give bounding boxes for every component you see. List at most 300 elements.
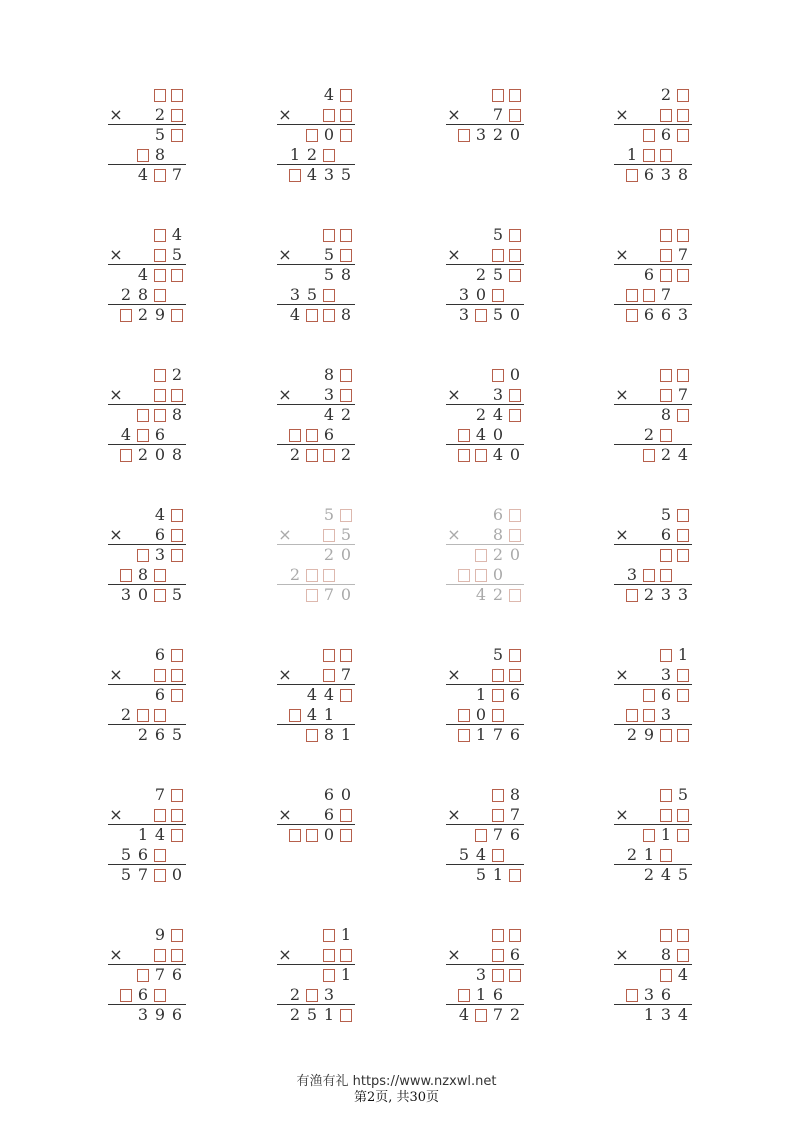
partial-product-row xyxy=(108,125,188,145)
blank-digit-box[interactable] xyxy=(676,85,690,105)
blank-digit-box[interactable] xyxy=(659,425,673,445)
multiply-sign: × xyxy=(278,245,292,264)
blank-digit-box[interactable] xyxy=(153,565,167,585)
blank-digit-box[interactable] xyxy=(625,285,639,305)
blank-digit-box[interactable] xyxy=(676,265,690,285)
blank-digit-box[interactable] xyxy=(491,85,505,105)
blank-digit-box[interactable] xyxy=(659,965,673,985)
digit: 0 xyxy=(340,545,352,564)
blank-digit-box[interactable] xyxy=(474,305,488,325)
blank-digit-box[interactable] xyxy=(170,785,184,805)
blank-digit-box[interactable] xyxy=(153,845,167,865)
blank-digit-box[interactable] xyxy=(136,425,150,445)
partial-product-row xyxy=(614,565,694,585)
multiply-sign: × xyxy=(615,665,629,684)
digit: 1 xyxy=(677,645,689,664)
blank-digit-box[interactable] xyxy=(305,445,319,465)
digit: 3 xyxy=(643,985,655,1004)
blank-digit-box[interactable] xyxy=(153,225,167,245)
partial-product-row xyxy=(108,145,188,165)
blank-digit-box[interactable] xyxy=(136,965,150,985)
digit: 9 xyxy=(643,725,655,744)
blank-digit-box[interactable] xyxy=(474,825,488,845)
blank-digit-box[interactable] xyxy=(508,525,522,545)
blank-digit-box[interactable] xyxy=(305,585,319,605)
multiply-sign: × xyxy=(615,805,629,824)
blank-digit-box[interactable] xyxy=(305,985,319,1005)
blank-digit-box[interactable] xyxy=(153,865,167,885)
sum-line xyxy=(108,1004,186,1005)
blank-digit-box[interactable] xyxy=(322,925,336,945)
blank-digit-box[interactable] xyxy=(457,705,471,725)
blank-digit-box[interactable] xyxy=(642,125,656,145)
blank-digit-box[interactable] xyxy=(288,425,302,445)
blank-digit-box[interactable] xyxy=(305,425,319,445)
blank-digit-box[interactable] xyxy=(508,585,522,605)
multiplicand-row xyxy=(614,785,694,805)
digit: 3 xyxy=(137,1005,149,1024)
blank-digit-box[interactable] xyxy=(153,265,167,285)
blank-digit-box[interactable] xyxy=(170,125,184,145)
blank-digit-box[interactable] xyxy=(339,385,353,405)
multiplicand-row xyxy=(108,225,188,245)
blank-digit-box[interactable] xyxy=(508,385,522,405)
digit: 5 xyxy=(677,865,689,884)
blank-digit-box[interactable] xyxy=(508,405,522,425)
multiplication-puzzle xyxy=(277,85,357,191)
digit: 8 xyxy=(154,145,166,164)
multiplicand-row xyxy=(446,85,526,105)
digit: 5 xyxy=(323,505,335,524)
blank-digit-box[interactable] xyxy=(339,365,353,385)
blank-digit-box[interactable] xyxy=(625,165,639,185)
blank-digit-box[interactable] xyxy=(339,125,353,145)
blank-digit-box[interactable] xyxy=(659,645,673,665)
sum-line xyxy=(277,304,355,305)
digit: 7 xyxy=(492,105,504,124)
partial-product-row xyxy=(446,685,526,705)
blank-digit-box[interactable] xyxy=(322,565,336,585)
multiplier-row xyxy=(614,665,694,685)
digit: 7 xyxy=(154,785,166,804)
blank-digit-box[interactable] xyxy=(625,305,639,325)
blank-digit-box[interactable] xyxy=(288,165,302,185)
blank-digit-box[interactable] xyxy=(491,965,505,985)
digit: 3 xyxy=(660,585,672,604)
digit: 6 xyxy=(154,645,166,664)
digit: 3 xyxy=(660,665,672,684)
blank-digit-box[interactable] xyxy=(153,365,167,385)
digit: 4 xyxy=(137,165,149,184)
blank-digit-box[interactable] xyxy=(305,825,319,845)
blank-digit-box[interactable] xyxy=(491,705,505,725)
digit: 0 xyxy=(509,545,521,564)
digit: 6 xyxy=(171,1005,183,1024)
digit: 0 xyxy=(509,365,521,384)
partial-product-row xyxy=(614,545,694,565)
digit: 2 xyxy=(289,565,301,584)
blank-digit-box[interactable] xyxy=(491,845,505,865)
blank-digit-box[interactable] xyxy=(153,585,167,605)
blank-digit-box[interactable] xyxy=(676,825,690,845)
blank-digit-box[interactable] xyxy=(659,145,673,165)
blank-digit-box[interactable] xyxy=(170,645,184,665)
blank-digit-box[interactable] xyxy=(642,705,656,725)
digit: 5 xyxy=(120,865,132,884)
blank-digit-box[interactable] xyxy=(153,385,167,405)
blank-digit-box[interactable] xyxy=(339,645,353,665)
blank-digit-box[interactable] xyxy=(659,565,673,585)
digit: 2 xyxy=(492,585,504,604)
blank-digit-box[interactable] xyxy=(491,285,505,305)
blank-digit-box[interactable] xyxy=(491,245,505,265)
blank-digit-box[interactable] xyxy=(508,645,522,665)
blank-digit-box[interactable] xyxy=(676,125,690,145)
product-row xyxy=(614,445,694,465)
multiplier-row xyxy=(277,385,357,405)
blank-digit-box[interactable] xyxy=(659,785,673,805)
digit: 6 xyxy=(643,165,655,184)
blank-digit-box[interactable] xyxy=(625,985,639,1005)
blank-digit-box[interactable] xyxy=(153,945,167,965)
blank-digit-box[interactable] xyxy=(659,105,673,125)
digit: 1 xyxy=(340,965,352,984)
partial-product-row xyxy=(108,705,188,725)
blank-digit-box[interactable] xyxy=(491,925,505,945)
multiplicand-row xyxy=(277,505,357,525)
multiply-sign: × xyxy=(278,385,292,404)
blank-digit-box[interactable] xyxy=(119,985,133,1005)
blank-digit-box[interactable] xyxy=(339,85,353,105)
blank-digit-box[interactable] xyxy=(339,945,353,965)
blank-digit-box[interactable] xyxy=(339,685,353,705)
blank-digit-box[interactable] xyxy=(170,305,184,325)
blank-digit-box[interactable] xyxy=(676,525,690,545)
digit: 4 xyxy=(677,965,689,984)
blank-digit-box[interactable] xyxy=(119,305,133,325)
multiplicand-row xyxy=(446,645,526,665)
blank-digit-box[interactable] xyxy=(508,85,522,105)
blank-digit-box[interactable] xyxy=(676,925,690,945)
digit: 2 xyxy=(120,285,132,304)
blank-digit-box[interactable] xyxy=(322,305,336,325)
blank-digit-box[interactable] xyxy=(625,705,639,725)
blank-digit-box[interactable] xyxy=(322,145,336,165)
blank-digit-box[interactable] xyxy=(508,965,522,985)
blank-digit-box[interactable] xyxy=(288,825,302,845)
multiply-sign: × xyxy=(447,105,461,124)
blank-digit-box[interactable] xyxy=(339,245,353,265)
digit: 6 xyxy=(660,525,672,544)
digit: 2 xyxy=(626,845,638,864)
blank-digit-box[interactable] xyxy=(170,265,184,285)
multiplicand-row xyxy=(446,785,526,805)
blank-digit-box[interactable] xyxy=(153,405,167,425)
digit: 0 xyxy=(475,285,487,304)
blank-digit-box[interactable] xyxy=(457,445,471,465)
blank-digit-box[interactable] xyxy=(322,225,336,245)
blank-digit-box[interactable] xyxy=(625,585,639,605)
partial-product-row xyxy=(108,545,188,565)
blank-digit-box[interactable] xyxy=(659,805,673,825)
blank-digit-box[interactable] xyxy=(322,105,336,125)
blank-digit-box[interactable] xyxy=(474,445,488,465)
blank-digit-box[interactable] xyxy=(153,285,167,305)
product-row xyxy=(277,1005,357,1025)
sum-line xyxy=(446,264,524,265)
multiplication-puzzle xyxy=(446,785,526,891)
blank-digit-box[interactable] xyxy=(457,725,471,745)
blank-digit-box[interactable] xyxy=(305,125,319,145)
blank-digit-box[interactable] xyxy=(491,365,505,385)
multiplier-row xyxy=(446,385,526,405)
partial-product-row xyxy=(446,405,526,425)
digit: 3 xyxy=(660,1005,672,1024)
multiplier-row xyxy=(108,525,188,545)
digit: 4 xyxy=(458,1005,470,1024)
sum-line xyxy=(277,1004,355,1005)
partial-product-row xyxy=(446,985,526,1005)
blank-digit-box[interactable] xyxy=(288,705,302,725)
blank-digit-box[interactable] xyxy=(153,805,167,825)
digit: 7 xyxy=(660,285,672,304)
partial-product-row xyxy=(108,405,188,425)
blank-digit-box[interactable] xyxy=(659,265,673,285)
blank-digit-box[interactable] xyxy=(676,545,690,565)
multiplier-row xyxy=(277,245,357,265)
blank-digit-box[interactable] xyxy=(170,945,184,965)
partial-product-row xyxy=(614,825,694,845)
blank-digit-box[interactable] xyxy=(170,85,184,105)
digit: 6 xyxy=(509,685,521,704)
blank-digit-box[interactable] xyxy=(508,665,522,685)
blank-digit-box[interactable] xyxy=(676,105,690,125)
digit: 0 xyxy=(340,585,352,604)
blank-digit-box[interactable] xyxy=(153,85,167,105)
blank-digit-box[interactable] xyxy=(457,125,471,145)
blank-digit-box[interactable] xyxy=(153,985,167,1005)
blank-digit-box[interactable] xyxy=(322,945,336,965)
blank-digit-box[interactable] xyxy=(676,725,690,745)
digit: 4 xyxy=(120,425,132,444)
blank-digit-box[interactable] xyxy=(474,1005,488,1025)
blank-digit-box[interactable] xyxy=(474,565,488,585)
digit: 4 xyxy=(475,845,487,864)
blank-digit-box[interactable] xyxy=(508,245,522,265)
digit: 6 xyxy=(323,425,335,444)
blank-digit-box[interactable] xyxy=(642,445,656,465)
blank-digit-box[interactable] xyxy=(339,225,353,245)
blank-digit-box[interactable] xyxy=(305,305,319,325)
blank-digit-box[interactable] xyxy=(642,285,656,305)
multiplier-row xyxy=(108,945,188,965)
blank-digit-box[interactable] xyxy=(676,405,690,425)
multiply-sign: × xyxy=(109,105,123,124)
multiply-sign: × xyxy=(447,245,461,264)
product-row xyxy=(446,125,526,145)
blank-digit-box[interactable] xyxy=(676,805,690,825)
blank-digit-box[interactable] xyxy=(642,685,656,705)
blank-digit-box[interactable] xyxy=(676,665,690,685)
digit: 8 xyxy=(677,165,689,184)
blank-digit-box[interactable] xyxy=(322,645,336,665)
sum-line xyxy=(446,964,524,965)
blank-digit-box[interactable] xyxy=(153,245,167,265)
partial-product-row xyxy=(446,965,526,985)
blank-digit-box[interactable] xyxy=(339,505,353,525)
blank-digit-box[interactable] xyxy=(676,225,690,245)
blank-digit-box[interactable] xyxy=(322,965,336,985)
sum-line xyxy=(614,724,692,725)
partial-product-row xyxy=(108,985,188,1005)
blank-digit-box[interactable] xyxy=(339,805,353,825)
digit: 1 xyxy=(492,865,504,884)
digit: 3 xyxy=(120,585,132,604)
blank-digit-box[interactable] xyxy=(170,385,184,405)
digit: 6 xyxy=(171,965,183,984)
product-row xyxy=(108,445,188,465)
digit: 5 xyxy=(323,245,335,264)
blank-digit-box[interactable] xyxy=(659,385,673,405)
digit: 3 xyxy=(660,705,672,724)
sum-line xyxy=(614,304,692,305)
digit: 0 xyxy=(492,565,504,584)
blank-digit-box[interactable] xyxy=(659,245,673,265)
sum-line xyxy=(108,544,186,545)
digit: 8 xyxy=(340,305,352,324)
digit: 6 xyxy=(154,525,166,544)
blank-digit-box[interactable] xyxy=(642,825,656,845)
digit: 2 xyxy=(660,445,672,464)
partial-product-row xyxy=(277,685,357,705)
blank-digit-box[interactable] xyxy=(508,925,522,945)
blank-digit-box[interactable] xyxy=(508,865,522,885)
blank-digit-box[interactable] xyxy=(322,525,336,545)
digit: 6 xyxy=(643,265,655,284)
digit: 2 xyxy=(475,405,487,424)
digit: 7 xyxy=(677,245,689,264)
blank-digit-box[interactable] xyxy=(676,365,690,385)
digit: 2 xyxy=(137,305,149,324)
multiply-sign: × xyxy=(447,665,461,684)
multiplier-row xyxy=(277,525,357,545)
blank-digit-box[interactable] xyxy=(642,565,656,585)
blank-digit-box[interactable] xyxy=(491,945,505,965)
blank-digit-box[interactable] xyxy=(153,165,167,185)
blank-digit-box[interactable] xyxy=(322,445,336,465)
blank-digit-box[interactable] xyxy=(642,145,656,165)
multiplier-row xyxy=(108,105,188,125)
digit: 1 xyxy=(643,1005,655,1024)
blank-digit-box[interactable] xyxy=(659,365,673,385)
blank-digit-box[interactable] xyxy=(339,1005,353,1025)
blank-digit-box[interactable] xyxy=(676,685,690,705)
blank-digit-box[interactable] xyxy=(659,725,673,745)
blank-digit-box[interactable] xyxy=(659,925,673,945)
multiplication-puzzle xyxy=(108,225,188,331)
multiply-sign: × xyxy=(278,945,292,964)
blank-digit-box[interactable] xyxy=(170,685,184,705)
blank-digit-box[interactable] xyxy=(491,805,505,825)
digit: 4 xyxy=(660,865,672,884)
blank-digit-box[interactable] xyxy=(305,565,319,585)
blank-digit-box[interactable] xyxy=(659,545,673,565)
multiply-sign: × xyxy=(447,525,461,544)
partial-product-row xyxy=(446,265,526,285)
blank-digit-box[interactable] xyxy=(119,445,133,465)
blank-digit-box[interactable] xyxy=(508,225,522,245)
blank-digit-box[interactable] xyxy=(339,825,353,845)
digit: 8 xyxy=(137,285,149,304)
product-row xyxy=(277,445,357,465)
blank-digit-box[interactable] xyxy=(659,225,673,245)
blank-digit-box[interactable] xyxy=(474,545,488,565)
multiply-sign: × xyxy=(278,665,292,684)
blank-digit-box[interactable] xyxy=(508,505,522,525)
blank-digit-box[interactable] xyxy=(170,665,184,685)
blank-digit-box[interactable] xyxy=(153,705,167,725)
blank-digit-box[interactable] xyxy=(305,725,319,745)
digit: 4 xyxy=(289,305,301,324)
blank-digit-box[interactable] xyxy=(136,705,150,725)
multiplier-row xyxy=(446,665,526,685)
blank-digit-box[interactable] xyxy=(457,985,471,1005)
blank-digit-box[interactable] xyxy=(676,505,690,525)
multiplication-puzzle xyxy=(446,645,526,751)
blank-digit-box[interactable] xyxy=(457,425,471,445)
blank-digit-box[interactable] xyxy=(322,665,336,685)
sum-line xyxy=(108,724,186,725)
digit: 0 xyxy=(323,125,335,144)
digit: 2 xyxy=(492,125,504,144)
multiplicand-row xyxy=(614,85,694,105)
blank-digit-box[interactable] xyxy=(170,505,184,525)
blank-digit-box[interactable] xyxy=(508,265,522,285)
blank-digit-box[interactable] xyxy=(136,545,150,565)
sum-line xyxy=(446,864,524,865)
digit: 5 xyxy=(492,225,504,244)
blank-digit-box[interactable] xyxy=(153,665,167,685)
blank-digit-box[interactable] xyxy=(136,145,150,165)
blank-digit-box[interactable] xyxy=(457,565,471,585)
blank-digit-box[interactable] xyxy=(170,105,184,125)
multiplication-puzzle xyxy=(446,85,526,151)
blank-digit-box[interactable] xyxy=(119,565,133,585)
blank-digit-box[interactable] xyxy=(491,785,505,805)
blank-digit-box[interactable] xyxy=(170,545,184,565)
blank-digit-box[interactable] xyxy=(659,845,673,865)
product-row xyxy=(108,165,188,185)
digit: 1 xyxy=(643,845,655,864)
partial-product-row xyxy=(277,285,357,305)
sum-line xyxy=(277,164,355,165)
blank-digit-box[interactable] xyxy=(170,805,184,825)
blank-digit-box[interactable] xyxy=(491,685,505,705)
partial-product-row xyxy=(446,545,526,565)
blank-digit-box[interactable] xyxy=(170,525,184,545)
blank-digit-box[interactable] xyxy=(322,285,336,305)
blank-digit-box[interactable] xyxy=(170,825,184,845)
blank-digit-box[interactable] xyxy=(170,925,184,945)
blank-digit-box[interactable] xyxy=(508,105,522,125)
blank-digit-box[interactable] xyxy=(339,105,353,125)
blank-digit-box[interactable] xyxy=(136,405,150,425)
blank-digit-box[interactable] xyxy=(491,665,505,685)
blank-digit-box[interactable] xyxy=(676,945,690,965)
digit: 3 xyxy=(660,165,672,184)
digit: 7 xyxy=(323,585,335,604)
digit: 2 xyxy=(340,445,352,464)
